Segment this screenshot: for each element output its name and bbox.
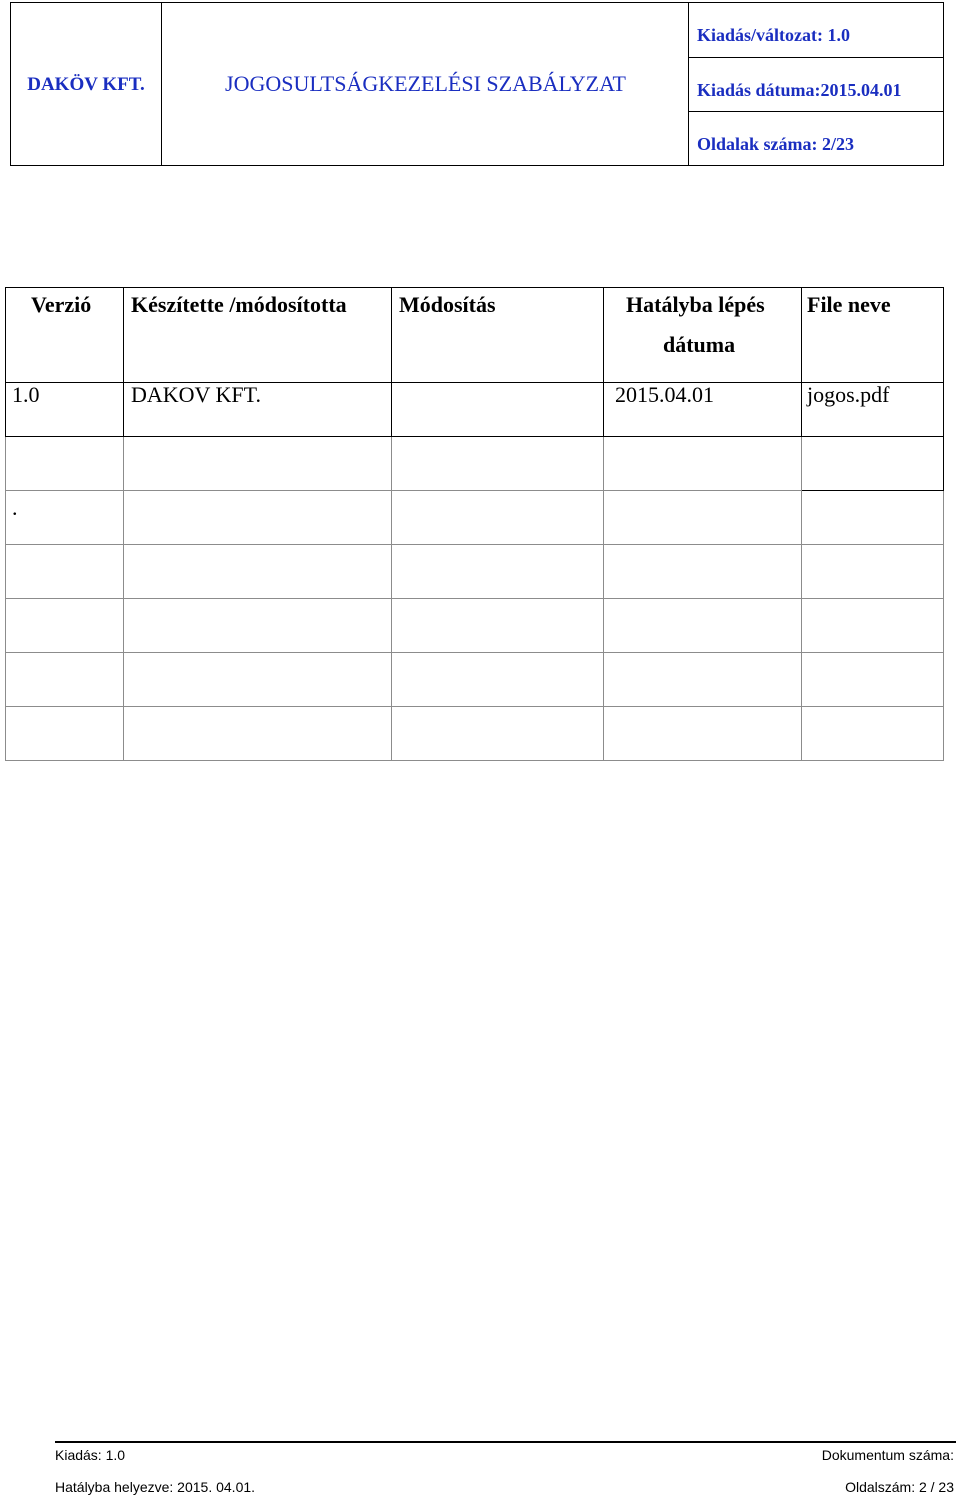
table-row <box>6 599 944 653</box>
cell-version <box>6 653 124 707</box>
column-header-modification: Módosítás <box>392 288 604 383</box>
cell-file-name <box>802 653 944 707</box>
column-header-file-name: File neve <box>802 288 944 383</box>
cell-version <box>6 599 124 653</box>
cell-author <box>124 437 392 491</box>
cell-effective-date <box>604 707 802 761</box>
cell-file-name <box>802 707 944 761</box>
table-row <box>6 437 944 491</box>
company-name: DAKÖV KFT. <box>27 73 145 95</box>
document-title: JOGOSULTSÁGKEZELÉSI SZABÁLYZAT <box>225 71 626 96</box>
footer-edition: Kiadás: 1.0 <box>55 1447 126 1463</box>
cell-modification <box>392 437 604 491</box>
cell-file-name <box>802 491 944 545</box>
cell-file-name <box>802 545 944 599</box>
cell-version <box>6 491 124 545</box>
table-row <box>6 707 944 761</box>
cell-effective-date: 2015.04.01 <box>604 383 802 437</box>
cell-author <box>124 491 392 545</box>
cell-modification <box>392 545 604 599</box>
footer-document-number: Dokumentum száma: <box>821 1447 954 1463</box>
cell-modification <box>392 383 604 437</box>
cell-author <box>124 545 392 599</box>
column-header-author: Készítette /módosította <box>124 288 392 383</box>
footer-effective: Hatályba helyezve: 2015. 04.01. <box>55 1479 256 1495</box>
cell-effective-date <box>604 545 802 599</box>
edition-date: Kiadás dátuma:2015.04.01 <box>697 80 902 100</box>
footer-page-number: Oldalszám: 2 / 23 <box>845 1479 954 1495</box>
cell-modification <box>392 491 604 545</box>
table-row <box>6 545 944 599</box>
cell-version <box>6 707 124 761</box>
cell-file-name: jogos.pdf <box>802 383 944 437</box>
table-header-row <box>6 288 944 383</box>
cell-author <box>124 653 392 707</box>
column-header-effective-date: Hatályba lépés dátuma <box>604 288 802 383</box>
cell-file-name <box>802 599 944 653</box>
cell-author <box>124 599 392 653</box>
header-divider <box>689 111 943 112</box>
cell-file-name <box>802 437 944 491</box>
cell-version <box>6 545 124 599</box>
cell-modification <box>392 599 604 653</box>
document-header <box>10 2 944 166</box>
cell-effective-date <box>604 491 802 545</box>
cell-author: DAKOV KFT. <box>124 383 392 437</box>
header-divider <box>689 57 943 58</box>
cell-version: 1.0 <box>6 383 124 437</box>
cell-modification <box>392 653 604 707</box>
dot-marker: . <box>12 495 18 520</box>
page-count: Oldalak száma: 2/23 <box>697 134 855 154</box>
cell-effective-date <box>604 599 802 653</box>
table-row <box>6 653 944 707</box>
cell-effective-date <box>604 437 802 491</box>
footer-rule <box>55 1441 956 1443</box>
cell-modification <box>392 707 604 761</box>
edition-version: Kiadás/változat: 1.0 <box>697 25 850 45</box>
cell-effective-date <box>604 653 802 707</box>
version-history-table <box>5 287 944 761</box>
table-row <box>6 491 944 545</box>
cell-author <box>124 707 392 761</box>
cell-version <box>6 437 124 520</box>
table-row <box>6 383 944 437</box>
column-header-version: Verzió <box>6 288 124 383</box>
